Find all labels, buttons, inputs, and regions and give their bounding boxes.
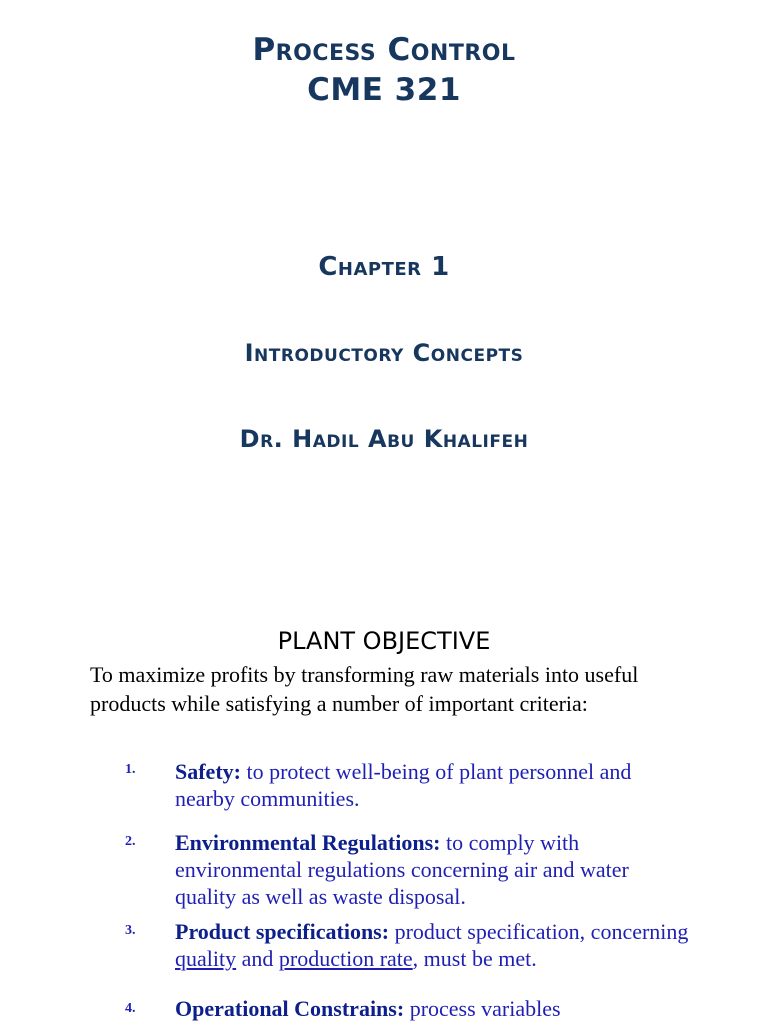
list-item-body xyxy=(175,995,695,1022)
list-item-text: and xyxy=(236,946,279,971)
list-item-number: 4. xyxy=(125,1001,136,1016)
list-item-text: to comply with environmental regulations concerning air and water quality as well as waste disposal. xyxy=(175,830,629,909)
intro-paragraph: To maximize profits by transforming raw materials into useful products while satisfying a number of important criteria: xyxy=(90,662,639,716)
chapter-title: Chapter 1 xyxy=(318,252,450,282)
list-item-label: Safety: xyxy=(175,759,241,784)
topic-title: Introductory Concepts xyxy=(244,339,524,367)
list-item-text: , must be met. xyxy=(412,946,537,971)
list-item-body xyxy=(175,918,695,972)
list-item-body xyxy=(175,829,695,910)
course-code: CME 321 xyxy=(307,72,461,108)
plant-objective-heading: PLANT OBJECTIVE xyxy=(277,627,491,655)
list-item-text: process variables xyxy=(404,996,561,1021)
author-name: Dr. Hadil Abu Khalifeh xyxy=(239,425,529,453)
list-item-number: 3. xyxy=(125,923,136,938)
list-item-text: product specification, concerning xyxy=(389,919,689,944)
list-item-label: Environmental Regulations: xyxy=(175,830,441,855)
course-name: Process Control xyxy=(252,32,516,68)
list-item-body xyxy=(175,758,695,812)
list-item-text: to protect well-being of plant personnel and nearby communities. xyxy=(175,759,632,811)
list-item-label: Product specifications: xyxy=(175,919,390,944)
list-item-number: 1. xyxy=(125,762,136,777)
list-item-number: 2. xyxy=(125,834,136,849)
underlined-quality: quality xyxy=(175,946,237,971)
underlined-production-rate: production rate xyxy=(278,946,413,971)
list-item-label: Operational Constrains: xyxy=(175,996,405,1021)
